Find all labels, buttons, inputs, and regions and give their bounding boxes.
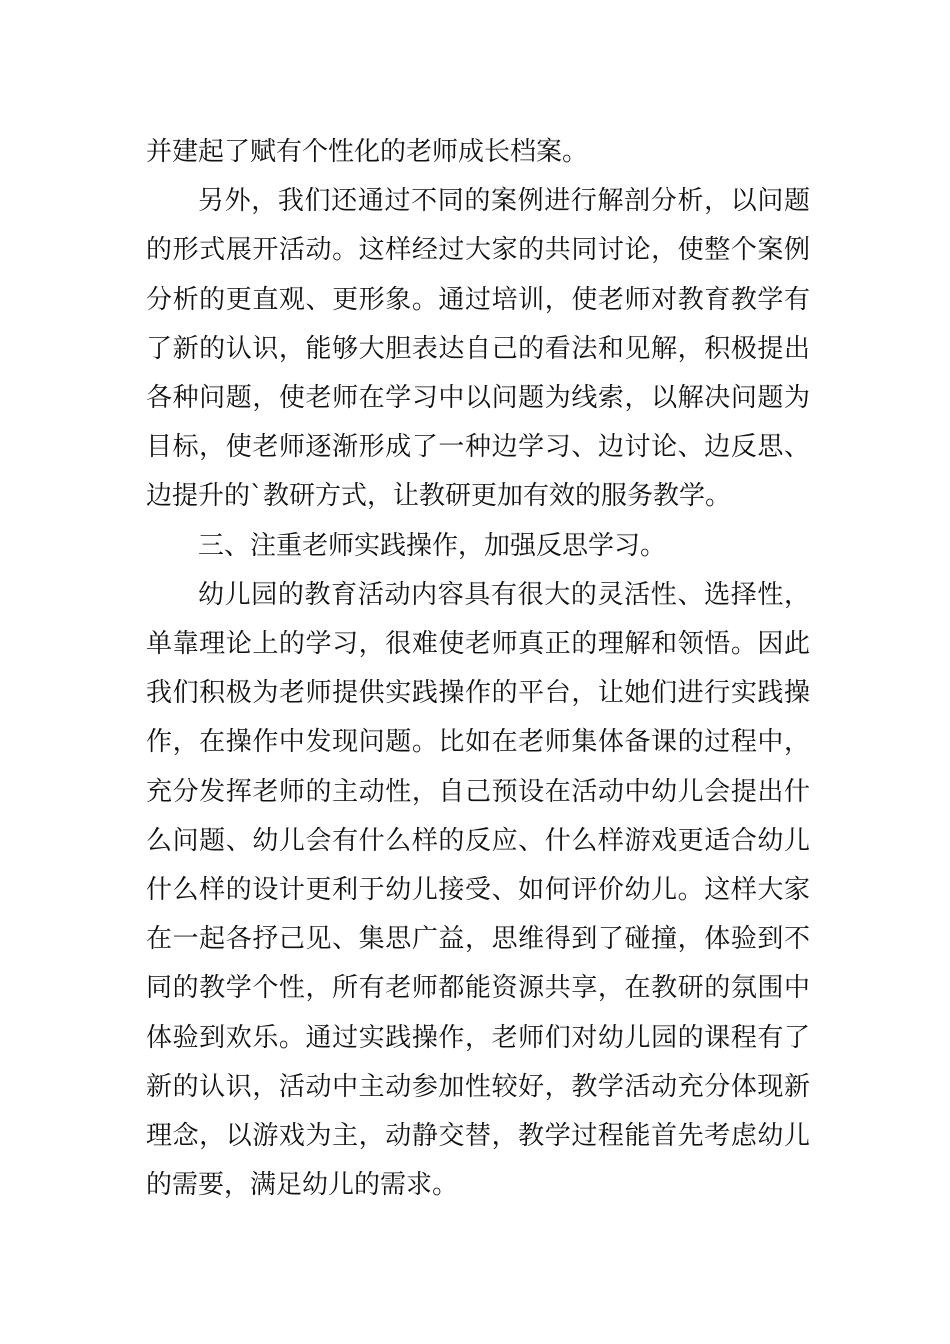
section-heading: 三、注重老师实践操作，加强反思学习。 — [198, 530, 667, 561]
paragraph-continuation: 并建起了赋有个性化的老师成长档案。 — [146, 137, 589, 167]
paragraph-practice: 幼儿园的教育活动内容具有很大的灵活性、选择性，单靠理论上的学习，很难使老师真正的理解和领悟。因此我们积极为老师提供实践操作的平台，让她们进行实践操作，在操作中发现问题。比如在老师集体备课的过程中，充分发挥老师的主动性，自己预设在活动中幼儿会提出什么问题、幼儿会有什么样的反应、什么样游戏更适合幼儿什么样的设计更利于幼儿接受、如何评价幼儿。这样大家在一起各抒己见、集思广益，思维得到了碰撞，体验到不同的教学个性，所有老师都能资源共享，在教研的氛围中体验到欢乐。通过实践操作，老师们对幼儿园的课程有了新的认识，活动中主动参加性较好，教学活动充分体现新理念，以游戏为主，动静交替，教学过程能首先考虑幼儿的需要，满足幼儿的需求。 — [146, 579, 810, 1201]
paragraph-case-analysis: 另外，我们还通过不同的案例进行解剖分析，以问题的形式展开活动。这样经过大家的共同讨论，使整个案例分析的更直观、更形象。通过培训，使老师对教育教学有了新的认识，能够大胆表达自己的看法和见解，积极提出各种问题，使老师在学习中以问题为线索，以解决问题为目标，使老师逐渐形成了一种边学习、边讨论、边反思、边提升的`教研方式，让教研更加有效的服务教学。 — [146, 186, 810, 512]
